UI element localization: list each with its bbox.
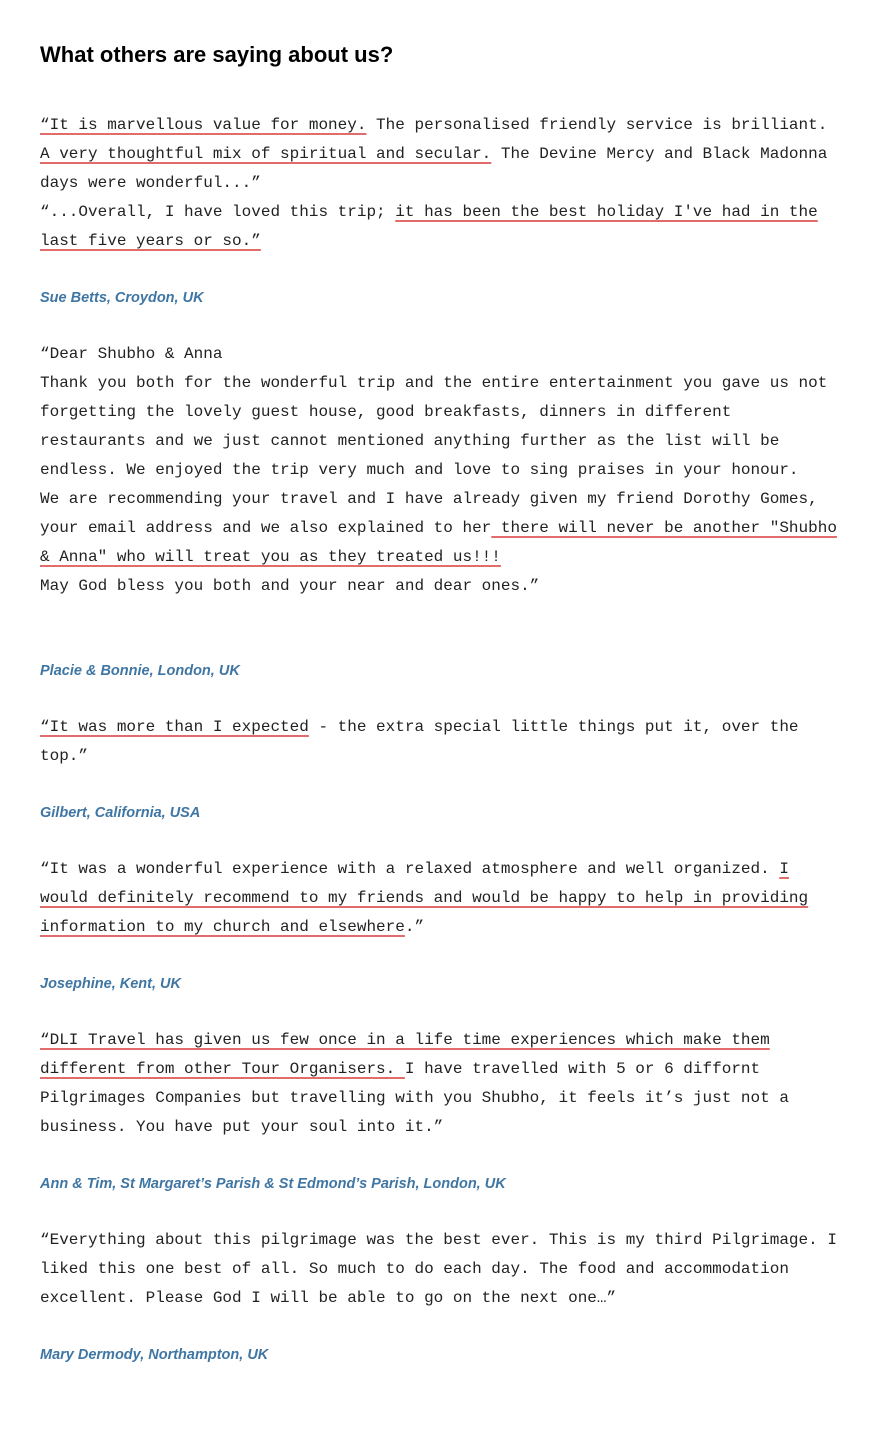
highlighted-text: “DLI Travel has given us few once in a life time experiences which make them different from other Tour Organisers.: [40, 1031, 770, 1078]
testimonial-author-5: Ann & Tim, St Margaret’s Parish & St Edmond’s Parish, London, UK: [40, 1176, 506, 1192]
quote-paragraph: [40, 1026, 845, 1142]
highlighted-text: “It was more than I expected: [40, 718, 309, 736]
quote-text: Thank you both for the wonderful trip and the entire entertainment you gave us not forgetting the lovely guest house, good breakfasts, dinners in different restaurants and we just cannot mentioned anything further as the list will be endless. We enjoyed the trip very much and love to sing praises in your honour.: [40, 374, 828, 479]
testimonial-author-6: Mary Dermody, Northampton, UK: [40, 1347, 269, 1363]
testimonial-quote-5: [40, 1026, 845, 1142]
testimonial-quote-3: [40, 713, 845, 771]
quote-text: The personalised friendly service is brilliant.: [366, 116, 828, 134]
quote-text: I have travelled with 5 or 6 diffornt Pilgrimages Companies but travelling with you Shubho, it feels it’s just not a business. You have put your soul into it.”: [40, 1060, 789, 1136]
quote-text: May God bless you both and your near and dear ones.”: [40, 577, 540, 595]
highlighted-text: I would definitely recommend to my friends and would be happy to help in providing information to my church and elsewhere: [40, 860, 809, 936]
quote-paragraph: [40, 111, 845, 198]
quote-text: - the extra special little things put it, over the top.”: [40, 718, 799, 765]
testimonial-author-1: Sue Betts, Croydon, UK: [40, 290, 204, 306]
testimonial-quote-4: [40, 855, 845, 942]
quote-paragraph: [40, 713, 845, 771]
highlighted-text: it has been the best holiday I've had in the last five years or so.”: [40, 203, 818, 250]
quote-text: The Devine Mercy and Black Madonna days were wonderful...”: [40, 145, 828, 192]
highlighted-text: A very thoughtful mix of spiritual and secular.: [40, 145, 492, 163]
highlighted-text: there will never be another "Shubho & Anna" who will treat you as they treated us!!!: [40, 519, 837, 566]
quote-paragraph: [40, 855, 845, 942]
quote-text: “Dear Shubho & Anna: [40, 345, 223, 363]
testimonial-author-4: Josephine, Kent, UK: [40, 976, 181, 992]
quote-text: “Everything about this pilgrimage was the best ever. This is my third Pilgrimage. I liked this one best of all. So much to do each day. The food and accommodation excellent. Please God I will be able to go on the next one…”: [40, 1231, 837, 1307]
quote-paragraph: [40, 485, 845, 572]
quote-text: “...Overall, I have loved this trip;: [40, 203, 396, 221]
quote-paragraph: [40, 369, 845, 485]
testimonial-author-3: Gilbert, California, USA: [40, 805, 201, 821]
testimonial-quote-1: [40, 111, 845, 256]
testimonial-quote-2: [40, 340, 845, 601]
quote-paragraph: [40, 572, 845, 601]
quote-text: We are recommending your travel and I have already given my friend Dorothy Gomes, your email address and we also explained to her: [40, 490, 818, 537]
highlighted-text: “It is marvellous value for money.: [40, 116, 367, 134]
testimonial-author-2: Placie & Bonnie, London, UK: [40, 663, 240, 679]
quote-text: .”: [404, 918, 425, 936]
quote-paragraph: [40, 1226, 845, 1313]
testimonial-quote-6: [40, 1226, 845, 1313]
page-title: What others are saying about us?: [40, 42, 394, 67]
quote-text: “It was a wonderful experience with a relaxed atmosphere and well organized.: [40, 860, 780, 878]
quote-paragraph: [40, 198, 845, 256]
quote-paragraph: [40, 340, 845, 369]
